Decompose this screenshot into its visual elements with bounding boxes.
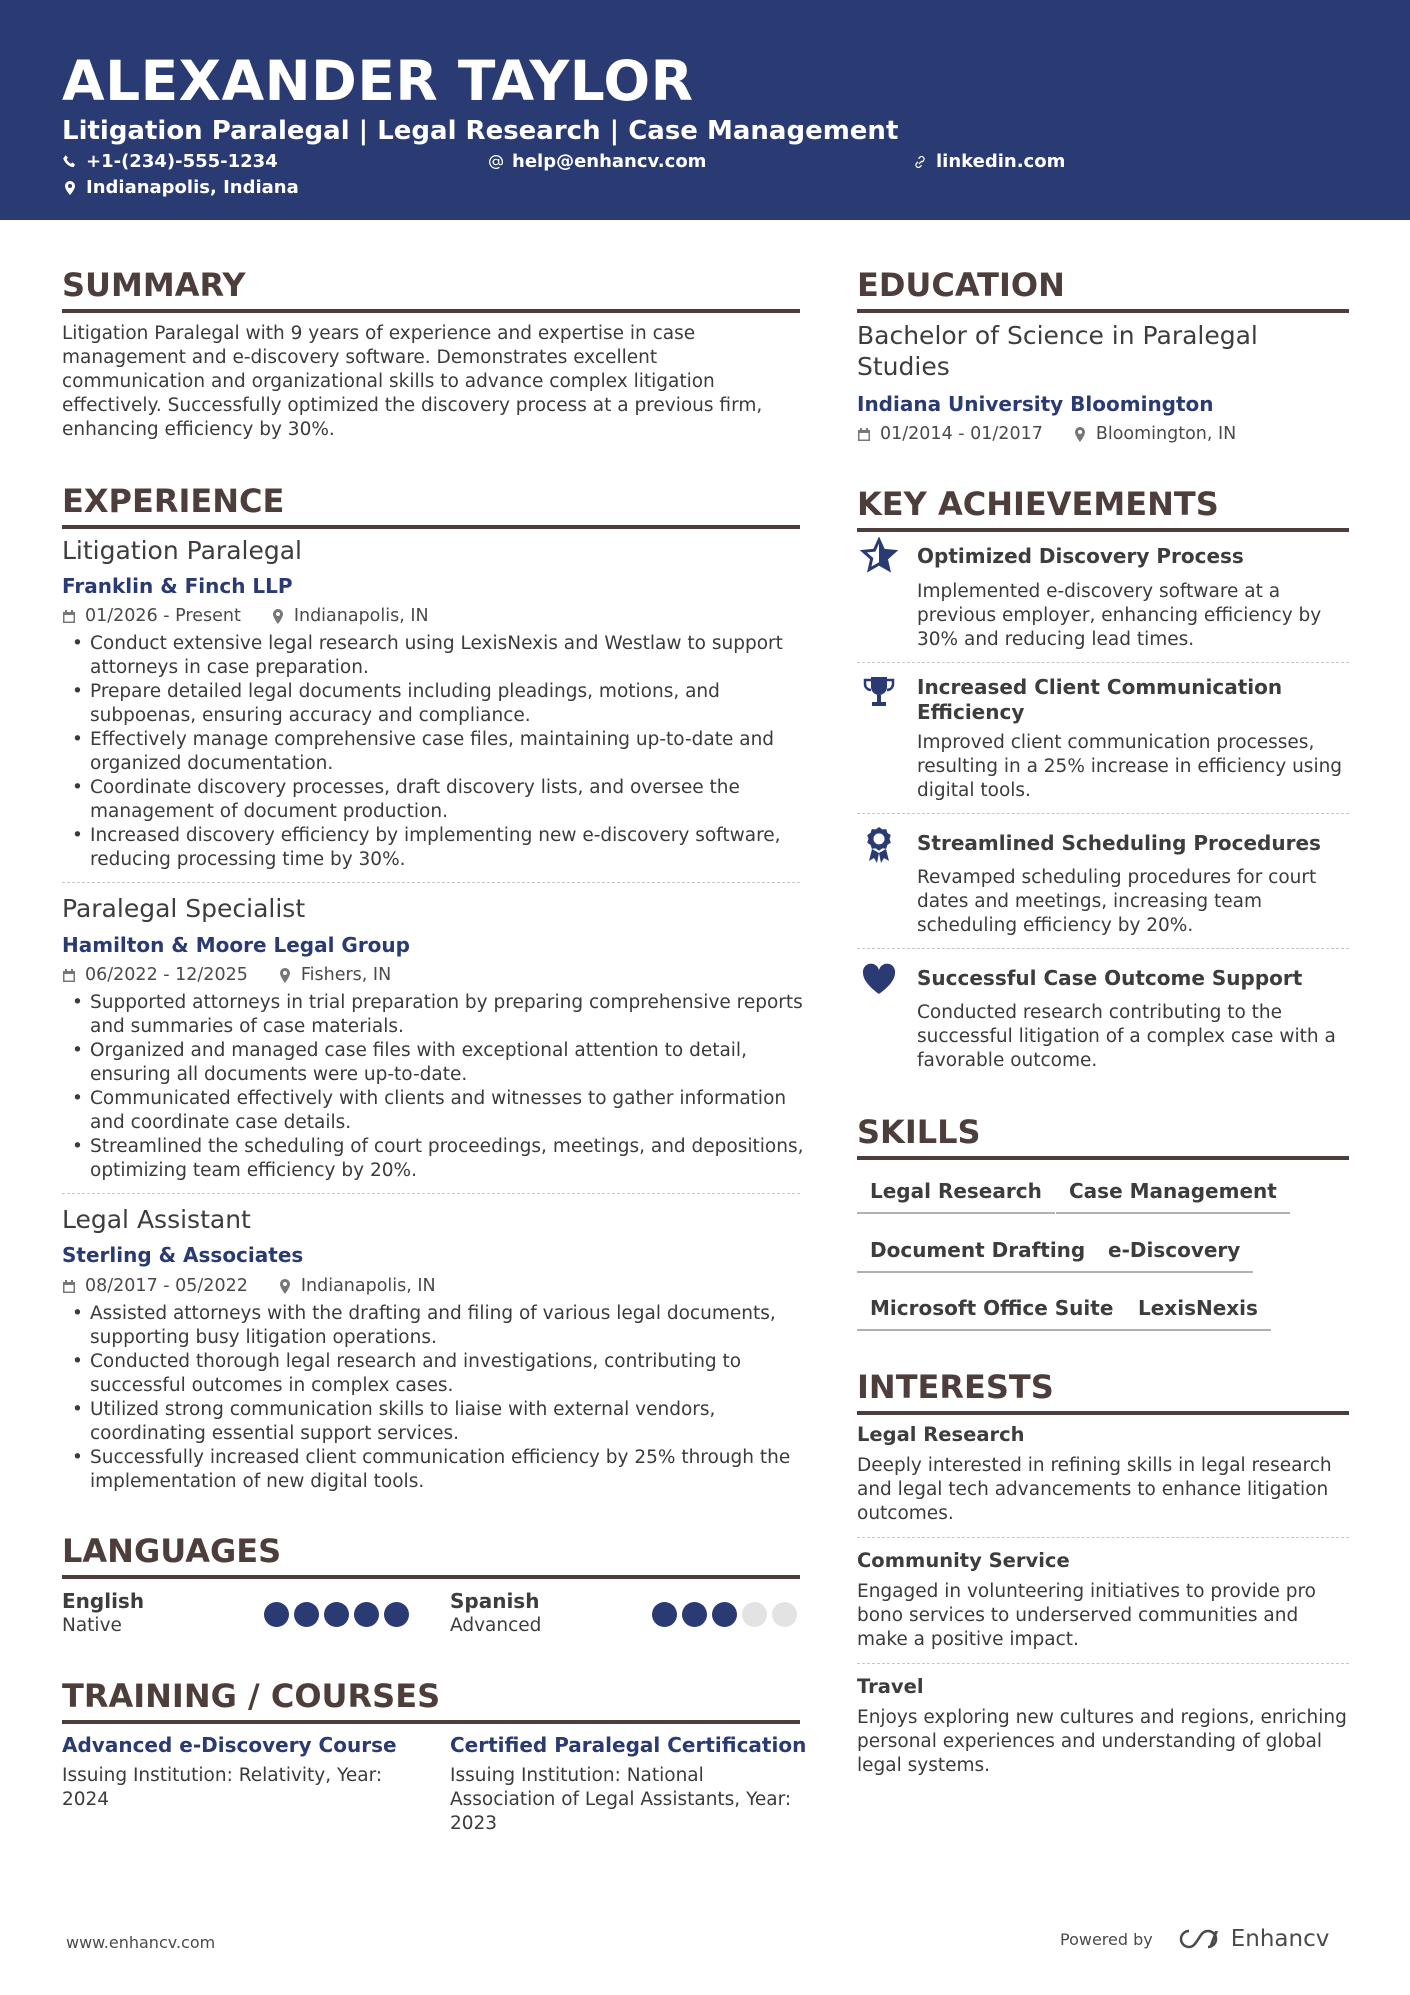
rating-dot bbox=[682, 1602, 707, 1627]
job-company: Hamilton & Moore Legal Group bbox=[62, 933, 410, 957]
language-level: Native bbox=[62, 1615, 122, 1636]
brand-name: Enhancv bbox=[1230, 1926, 1330, 1952]
list-item: • Conduct extensive legal research using LexisNexis and Westlaw to support attorneys in case preparation. bbox=[62, 632, 812, 680]
list-item: • Assisted attorneys with the drafting and filing of various legal documents, supporting busy litigation operations. bbox=[62, 1302, 812, 1350]
location-pin-icon bbox=[62, 180, 78, 196]
rating-dot bbox=[354, 1602, 379, 1627]
calendar-icon bbox=[62, 968, 76, 983]
language-name: Spanish bbox=[450, 1589, 540, 1613]
enhancv-logo-icon bbox=[1179, 1926, 1223, 1952]
skill-tag: e-Discovery bbox=[1095, 1237, 1253, 1273]
skill-tag: LexisNexis bbox=[1125, 1295, 1271, 1331]
footer-website[interactable]: www.enhancv.com bbox=[66, 1933, 216, 1952]
candidate-headline: Litigation Paralegal | Legal Research | Case Management bbox=[62, 116, 899, 146]
achievement-description: Implemented e-discovery software at a previous employer, enhancing efficiency by 30% and reducing lead times. bbox=[917, 581, 1322, 650]
list-item: • Successfully increased client communication efficiency by 25% through the implementation of new digital tools. bbox=[62, 1446, 812, 1494]
job-role: Paralegal Specialist bbox=[62, 894, 306, 923]
achievement-title: Increased Client Communication Efficiency bbox=[917, 675, 1283, 724]
interest-title: Travel bbox=[857, 1675, 924, 1698]
course-title: Certified Paralegal Certification bbox=[450, 1733, 807, 1757]
linkedin-text: linkedin.com bbox=[936, 151, 1066, 172]
job-meta bbox=[62, 605, 429, 627]
email-text: help@enhancv.com bbox=[512, 151, 707, 172]
rating-dot bbox=[742, 1602, 767, 1627]
interest-description: Engaged in volunteering initiatives to provide pro bono services to underserved communities and make a positive impact. bbox=[857, 1581, 1317, 1650]
list-item: • Utilized strong communication skills to liaise with external vendors, coordinating essential support services. bbox=[62, 1398, 812, 1446]
education-dates: 01/2014 - 01/2017 bbox=[880, 424, 1043, 444]
linkedin-contact[interactable] bbox=[912, 150, 1065, 174]
interests-heading: INTERESTS bbox=[857, 1368, 1349, 1415]
job-company: Franklin & Finch LLP bbox=[62, 574, 293, 598]
education-location: Bloomington, IN bbox=[1095, 424, 1237, 444]
location-pin-icon bbox=[1073, 427, 1087, 442]
calendar-icon bbox=[857, 427, 871, 442]
divider bbox=[857, 948, 1349, 949]
divider bbox=[62, 882, 800, 883]
candidate-name: ALEXANDER TAYLOR bbox=[62, 49, 694, 113]
phone-icon bbox=[62, 154, 78, 170]
achievement-title: Optimized Discovery Process bbox=[917, 544, 1244, 568]
language-rating bbox=[652, 1602, 802, 1627]
education-meta bbox=[857, 423, 1236, 445]
calendar-icon bbox=[62, 609, 76, 624]
job-dates: 08/2017 - 05/2022 bbox=[85, 1276, 248, 1296]
divider bbox=[857, 1537, 1349, 1538]
job-dates: 06/2022 - 12/2025 bbox=[85, 965, 248, 985]
rating-dot bbox=[652, 1602, 677, 1627]
skill-tag: Microsoft Office Suite bbox=[857, 1295, 1126, 1331]
rating-dot bbox=[712, 1602, 737, 1627]
at-icon bbox=[488, 154, 504, 170]
location-text: Indianapolis, Indiana bbox=[86, 177, 299, 198]
skill-tag: Case Management bbox=[1056, 1178, 1290, 1214]
list-item: • Coordinate discovery processes, draft discovery lists, and oversee the management of document production. bbox=[62, 776, 812, 824]
summary-heading: SUMMARY bbox=[62, 266, 800, 313]
trophy-icon bbox=[860, 673, 898, 711]
achievement-description: Revamped scheduling procedures for court dates and meetings, increasing team scheduling efficiency by 20%. bbox=[917, 867, 1317, 936]
link-icon bbox=[912, 154, 928, 170]
school-name: Indiana University Bloomington bbox=[857, 392, 1214, 416]
list-item: • Effectively manage comprehensive case files, maintaining up-to-date and organized documentation. bbox=[62, 728, 812, 776]
job-company: Sterling & Associates bbox=[62, 1243, 304, 1267]
language-name: English bbox=[62, 1589, 145, 1613]
job-bullets bbox=[62, 991, 812, 1183]
job-role: Legal Assistant bbox=[62, 1205, 251, 1234]
list-item: • Organized and managed case files with exceptional attention to detail, ensuring all documents were up-to-date. bbox=[62, 1039, 812, 1087]
interest-title: Community Service bbox=[857, 1549, 1070, 1572]
list-item: • Supported attorneys in trial preparation by preparing comprehensive reports and summaries of case materials. bbox=[62, 991, 812, 1039]
heart-icon bbox=[860, 960, 898, 998]
job-meta bbox=[62, 964, 391, 986]
experience-heading: EXPERIENCE bbox=[62, 482, 800, 529]
divider bbox=[857, 662, 1349, 663]
list-item: • Communicated effectively with clients and witnesses to gather information and coordinate case details. bbox=[62, 1087, 812, 1135]
training-heading: TRAINING / COURSES bbox=[62, 1677, 800, 1724]
location-pin-icon bbox=[278, 968, 292, 983]
job-location: Indianapolis, IN bbox=[300, 1276, 436, 1296]
calendar-icon bbox=[62, 1279, 76, 1294]
list-item: • Conducted thorough legal research and investigations, contributing to successful outcomes in complex cases. bbox=[62, 1350, 812, 1398]
achievement-description: Conducted research contributing to the successful litigation of a complex case with a favorable outcome. bbox=[917, 1002, 1336, 1071]
language-level: Advanced bbox=[450, 1615, 542, 1636]
language-rating bbox=[264, 1602, 414, 1627]
location-pin-icon bbox=[271, 609, 285, 624]
summary-text: Litigation Paralegal with 9 years of experience and expertise in case management and e-discovery software. Demonstrates excellent communication and organizational skills to advance complex litigation effectively. Successfully optimized the discovery process at a previous firm, enhancing efficiency by 30%. bbox=[62, 323, 763, 440]
footer-branding[interactable] bbox=[1060, 1926, 1329, 1952]
job-location: Indianapolis, IN bbox=[293, 606, 429, 626]
job-bullets bbox=[62, 632, 812, 872]
rating-dot bbox=[324, 1602, 349, 1627]
achievement-title: Successful Case Outcome Support bbox=[917, 966, 1303, 990]
achievements-heading: KEY ACHIEVEMENTS bbox=[857, 485, 1349, 532]
job-meta bbox=[62, 1275, 436, 1297]
list-item: • Prepare detailed legal documents including pleadings, motions, and subpoenas, ensuring accuracy and compliance. bbox=[62, 680, 812, 728]
list-item: • Streamlined the scheduling of court proceedings, meetings, and depositions, optimizing team efficiency by 20%. bbox=[62, 1135, 812, 1183]
job-dates: 01/2026 - Present bbox=[85, 606, 241, 626]
rating-dot bbox=[384, 1602, 409, 1627]
course-description: Issuing Institution: Relativity, Year: 2024 bbox=[62, 1765, 383, 1810]
star-icon bbox=[860, 537, 898, 575]
phone-contact[interactable] bbox=[62, 150, 278, 174]
degree-title: Bachelor of Science in Paralegal Studies bbox=[857, 321, 1258, 381]
divider bbox=[857, 813, 1349, 814]
powered-by-label: Powered by bbox=[1060, 1929, 1153, 1949]
languages-heading: LANGUAGES bbox=[62, 1532, 800, 1579]
job-location: Fishers, IN bbox=[300, 965, 392, 985]
interest-description: Deeply interested in refining skills in legal research and legal tech advancements to enhance litigation outcomes. bbox=[857, 1455, 1332, 1524]
location-contact bbox=[62, 176, 299, 200]
rating-dot bbox=[772, 1602, 797, 1627]
list-item: • Increased discovery efficiency by implementing new e-discovery software, reducing processing time by 30%. bbox=[62, 824, 812, 872]
rating-dot bbox=[264, 1602, 289, 1627]
divider bbox=[62, 1193, 800, 1194]
email-contact[interactable] bbox=[488, 150, 706, 174]
interest-description: Enjoys exploring new cultures and regions, enriching personal experiences and understanding of global legal systems. bbox=[857, 1707, 1347, 1776]
job-bullets bbox=[62, 1302, 812, 1494]
skill-tag: Legal Research bbox=[857, 1178, 1055, 1214]
award-icon bbox=[860, 825, 898, 863]
job-role: Litigation Paralegal bbox=[62, 536, 302, 565]
skill-tag: Document Drafting bbox=[857, 1237, 1098, 1273]
course-title: Advanced e-Discovery Course bbox=[62, 1733, 397, 1757]
divider bbox=[857, 1663, 1349, 1664]
achievement-title: Streamlined Scheduling Procedures bbox=[917, 831, 1321, 855]
rating-dot bbox=[294, 1602, 319, 1627]
achievement-description: Improved client communication processes, resulting in a 25% increase in efficiency using digital tools. bbox=[917, 732, 1343, 801]
education-heading: EDUCATION bbox=[857, 266, 1349, 313]
skills-heading: SKILLS bbox=[857, 1113, 1349, 1160]
interest-title: Legal Research bbox=[857, 1423, 1025, 1446]
resume-header bbox=[0, 0, 1410, 220]
course-description: Issuing Institution: National Association of Legal Assistants, Year: 2023 bbox=[450, 1765, 792, 1834]
location-pin-icon bbox=[278, 1279, 292, 1294]
phone-text: +1-(234)-555-1234 bbox=[86, 151, 278, 172]
